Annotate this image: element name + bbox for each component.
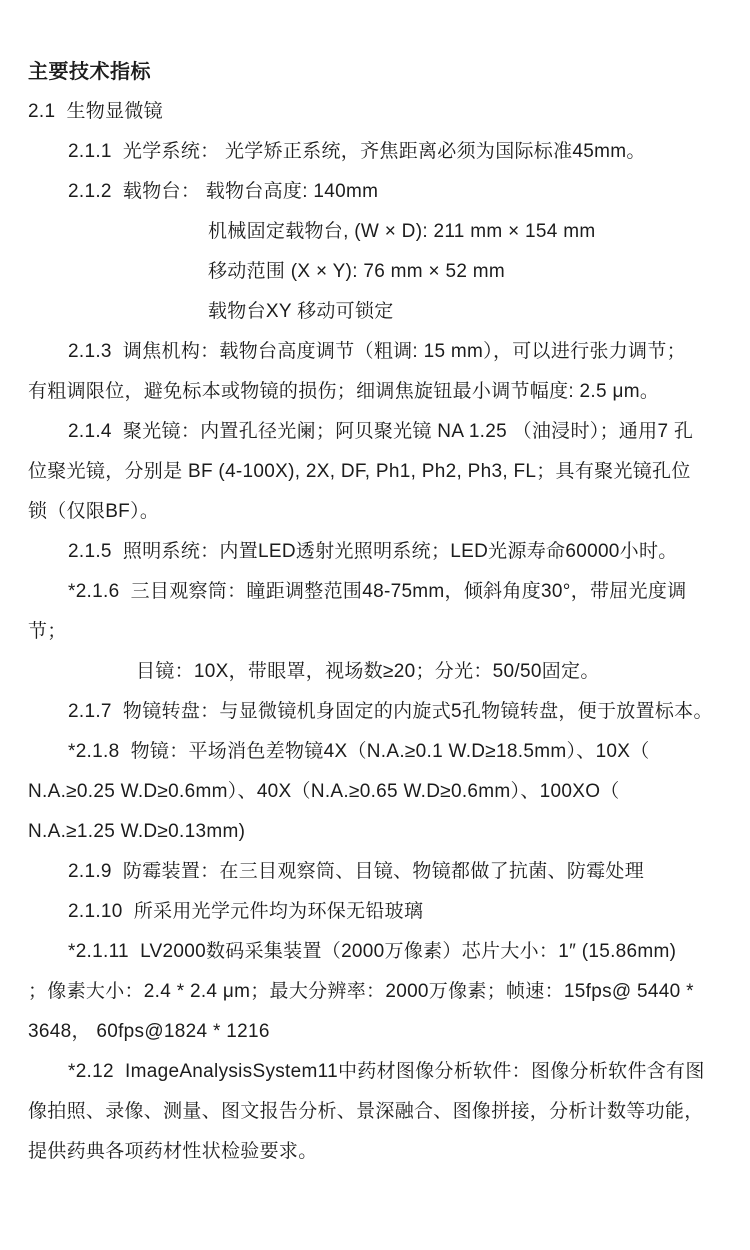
text-line: 2.1.9 防霉装置：在三目观察筒、目镜、物镜都做了抗菌、防霉处理 — [68, 861, 645, 882]
text-line: 2.1.4 聚光镜：内置孔径光阑；阿贝聚光镜 NA 1.25 （油浸时）；通用7 孔 — [68, 421, 694, 442]
text-line: 提供药典各项药材性状检验要求。 — [28, 1141, 318, 1162]
text-line: 节； — [28, 621, 67, 642]
text-line: 载物台XY 移动可锁定 — [208, 301, 394, 322]
text-line: 有粗调限位，避免标本或物镜的损伤；细调焦旋钮最小调节幅度: 2.5 μm。 — [28, 381, 660, 402]
text-line: 目镜：10X，带眼罩，视场数≥20；分光：50/50固定。 — [136, 661, 600, 682]
text-line: 2.1.1 光学系统： 光学矫正系统，齐焦距离必须为国际标准45mm。 — [68, 141, 646, 162]
text-line: N.A.≥0.25 W.D≥0.6mm）、40X（N.A.≥0.65 W.D≥0.6mm）、100XO（ — [28, 781, 620, 802]
text-line: 移动范围 (X × Y): 76 mm × 52 mm — [208, 261, 506, 282]
text-line: 3648， 60fps@1824 * 1216 — [28, 1021, 270, 1042]
text-line: 2.1.3 调焦机构：载物台高度调节（粗调: 15 mm），可以进行张力调节； — [68, 341, 686, 362]
page-title: 主要技术指标 — [28, 61, 151, 83]
text-line: *2.1.11 LV2000数码采集装置（2000万像素）芯片大小：1″ (15.86mm) — [68, 941, 677, 962]
text-line: 2.1.7 物镜转盘：与显微镜机身固定的内旋式5孔物镜转盘，便于放置标本。 — [68, 701, 713, 722]
text-line: 2.1.10 所采用光学元件均为环保无铅玻璃 — [68, 901, 424, 922]
text-line: 2.1 生物显微镜 — [28, 101, 163, 122]
text-line: 2.1.5 照明系统：内置LED透射光照明系统；LED光源寿命60000小时。 — [68, 541, 678, 562]
text-line: 锁（仅限BF）。 — [28, 501, 160, 522]
text-line: 机械固定载物台, (W × D): 211 mm × 154 mm — [208, 221, 596, 242]
text-line: *2.12 ImageAnalysisSystem11中药材图像分析软件：图像分析软件含有图 — [68, 1061, 705, 1082]
text-line: 像拍照、录像、测量、图文报告分析、景深融合、图像拼接，分析计数等功能， — [28, 1101, 704, 1122]
text-line: N.A.≥1.25 W.D≥0.13mm) — [28, 821, 246, 842]
text-line: ；像素大小：2.4 * 2.4 μm；最大分辨率：2000万像素；帧速：15fps@ 5440 * — [28, 981, 694, 1002]
text-line: 2.1.2 载物台： 载物台高度: 140mm — [68, 181, 379, 202]
text-line: *2.1.8 物镜：平场消色差物镜4X（N.A.≥0.1 W.D≥18.5mm）、10X（ — [68, 741, 650, 762]
text-line: 位聚光镜，分别是 BF (4-100X), 2X, DF, Ph1, Ph2, Ph3, FL；具有聚光镜孔位 — [28, 461, 691, 482]
document-body — [28, 92, 722, 1172]
text-line: *2.1.6 三目观察筒：瞳距调整范围48-75mm，倾斜角度30°，带屈光度调 — [68, 581, 687, 602]
